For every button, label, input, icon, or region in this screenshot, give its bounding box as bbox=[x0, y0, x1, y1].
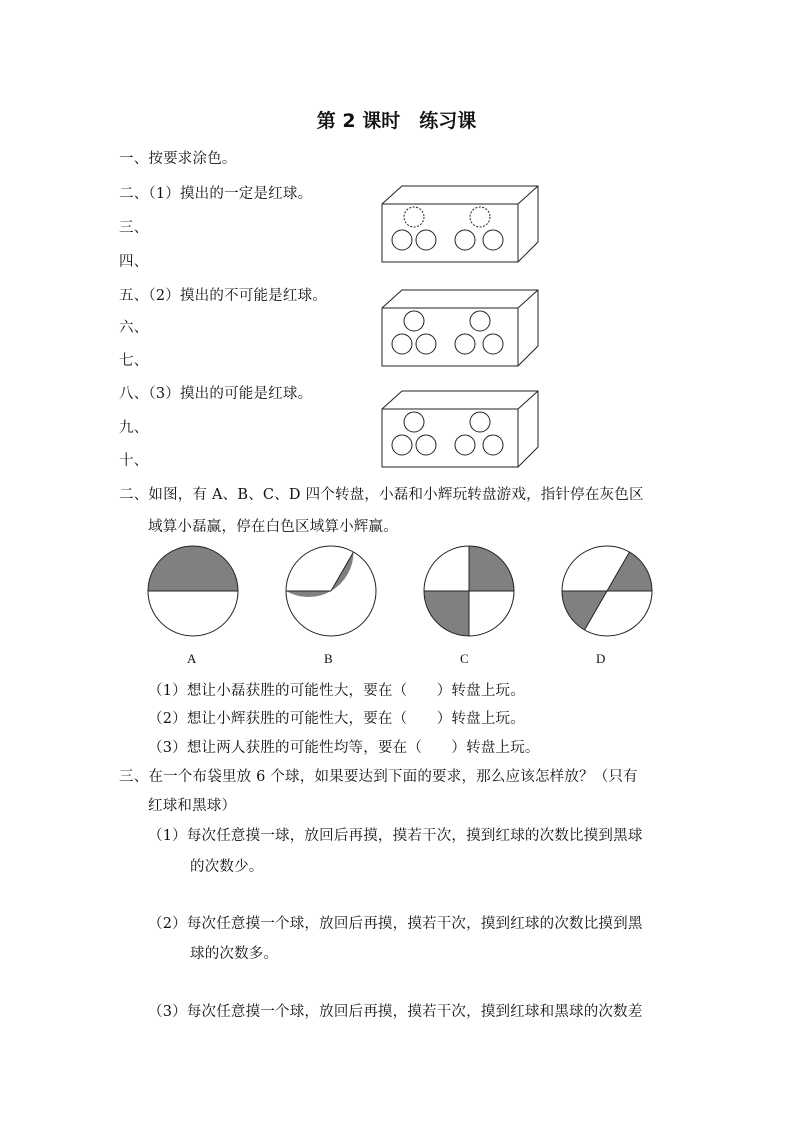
spinner-b-label: B bbox=[324, 651, 333, 666]
section3-question-1b: 的次数少。 bbox=[190, 859, 264, 875]
spinner-a-label: A bbox=[187, 651, 197, 666]
spinner-c bbox=[422, 544, 516, 638]
page-title: 第 2 课时 练习课 bbox=[316, 110, 477, 132]
ball-box-3 bbox=[380, 389, 540, 469]
section2-question-1: （1）想让小磊获胜的可能性大，要在（ ）转盘上玩。 bbox=[148, 683, 525, 699]
section1-line-6: 七、 bbox=[119, 353, 149, 369]
ball-box-1 bbox=[380, 184, 540, 264]
section3-question-3a: （3）每次任意摸一个球，放回后再摸，摸若干次，摸到红球和黑球的次数差 bbox=[148, 1004, 643, 1020]
spinner-d bbox=[560, 544, 654, 638]
section3-question-1a: （1）每次任意摸一球，放回后再摸，摸若干次，摸到红球的次数比摸到黑球 bbox=[148, 828, 643, 844]
spinner-d-label: D bbox=[596, 651, 606, 666]
section2-line-1: 二、如图，有 A、B、C、D 四个转盘，小磊和小辉玩转盘游戏，指针停在灰色区 bbox=[119, 487, 644, 503]
section2-line-2: 域算小磊赢，停在白色区域算小辉赢。 bbox=[148, 519, 398, 535]
section1-line-5: 六、 bbox=[119, 320, 149, 336]
section3-question-2a: （2）每次任意摸一个球，放回后再摸，摸若干次，摸到红球的次数比摸到黑 bbox=[148, 916, 643, 932]
section2-question-2: （2）想让小辉获胜的可能性大，要在（ ）转盘上玩。 bbox=[148, 711, 525, 727]
section1-line-3: 四、 bbox=[119, 254, 149, 270]
section3-line-1: 三、在一个布袋里放 6 个球，如果要达到下面的要求，那么应该怎样放？（只有 bbox=[119, 769, 638, 785]
spinner-a bbox=[146, 544, 240, 638]
spinner-b bbox=[284, 544, 378, 638]
section1-line-4: 五、（2）摸出的不可能是红球。 bbox=[119, 288, 327, 304]
section1-line-9: 十、 bbox=[119, 453, 149, 469]
section2-question-3: （3）想让两人获胜的可能性均等，要在（ ）转盘上玩。 bbox=[148, 740, 540, 756]
section3-question-2b: 球的次数多。 bbox=[190, 946, 279, 962]
section3-line-2: 红球和黑球） bbox=[148, 798, 237, 814]
ball-box-2 bbox=[380, 288, 540, 368]
section1-line-8: 九、 bbox=[119, 420, 149, 436]
spinner-c-label: C bbox=[460, 651, 469, 666]
section1-line-2: 三、 bbox=[119, 220, 149, 236]
section1-line-7: 八、（3）摸出的可能是红球。 bbox=[119, 386, 313, 402]
section1-line-1: 二、（1）摸出的一定是红球。 bbox=[119, 186, 313, 202]
section1-heading: 一、按要求涂色。 bbox=[119, 151, 237, 167]
